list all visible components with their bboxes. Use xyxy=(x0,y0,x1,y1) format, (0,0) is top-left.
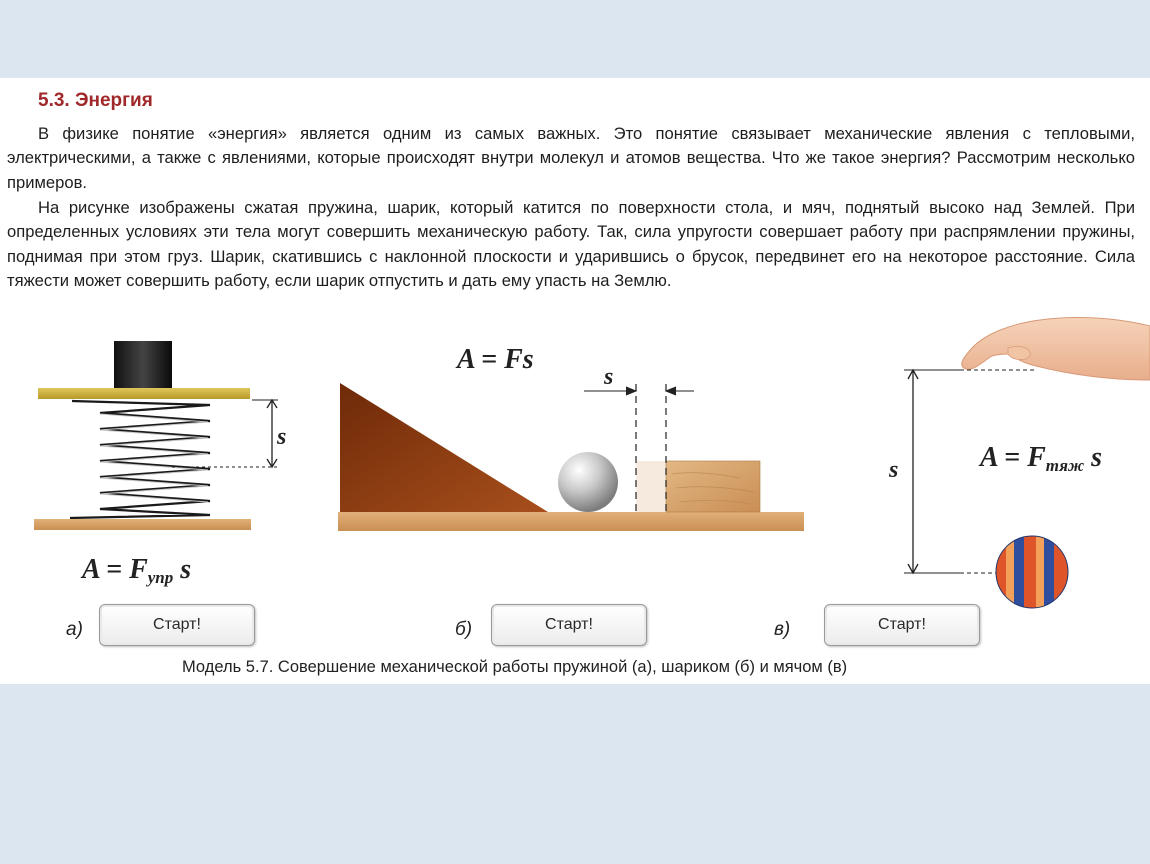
drop-formula: A = Fтяж s xyxy=(980,442,1103,475)
paragraph-2: На рисунке изображены сжатая пружина, шарик, который катится по поверхности стола, и мяч, поднятый высоко над Землей. При определенных условиях эти тела могут совершить механическую работу. Так, сила упругости совершает работу при распрямлении пружины, поднимая при этом груз. Шарик, скатившись с наклонной плоскости и ударившись о брусок, передвинет его на некоторое расстояние. Сила тяжести может совершить работу, если шарик отпустить и дать ему упасть на Землю. xyxy=(7,198,1135,291)
figures-canvas xyxy=(0,78,1150,684)
ball-formula: A = Fs xyxy=(457,344,534,375)
spring-top-plate xyxy=(38,388,250,399)
block-ghost xyxy=(636,461,666,512)
start-button-drop[interactable]: Старт! xyxy=(824,604,980,646)
label-b: б) xyxy=(455,619,473,640)
start-button-ball[interactable]: Старт! xyxy=(491,604,647,646)
weight-block xyxy=(114,341,172,389)
spring-distance-label: s xyxy=(277,424,287,450)
ball-figure xyxy=(338,344,804,531)
drop-distance-label: s xyxy=(889,457,899,483)
table-surface xyxy=(338,512,804,531)
beach-ball xyxy=(994,534,1068,614)
textbook-page xyxy=(0,78,1150,684)
label-c: в) xyxy=(774,619,791,640)
wooden-block xyxy=(666,461,760,512)
hand-illustration xyxy=(962,318,1150,380)
ball-distance-label: s xyxy=(604,364,614,390)
paragraph-1: В физике понятие «энергия» является одним из самых важных. Это понятие связывает механические явления с тепловыми, электрическими, а также с явлениями, которые происходят внутри молекул и атомов вещества. Что же такое энергия? Рассмотрим несколько примеров. xyxy=(7,124,1135,192)
section-title: 5.3. Энергия xyxy=(38,90,153,111)
spring-base xyxy=(34,519,251,530)
rolling-ball xyxy=(558,452,618,512)
inclined-plane xyxy=(340,383,548,512)
start-button-spring[interactable]: Старт! xyxy=(99,604,255,646)
figure-caption: Модель 5.7. Совершение механической работы пружиной (а), шариком (б) и мячом (в) xyxy=(182,658,848,676)
drop-figure xyxy=(888,318,1150,614)
label-a: а) xyxy=(66,619,83,640)
spring-figure xyxy=(34,341,286,587)
spring-formula: A = Fупр s xyxy=(82,554,192,587)
